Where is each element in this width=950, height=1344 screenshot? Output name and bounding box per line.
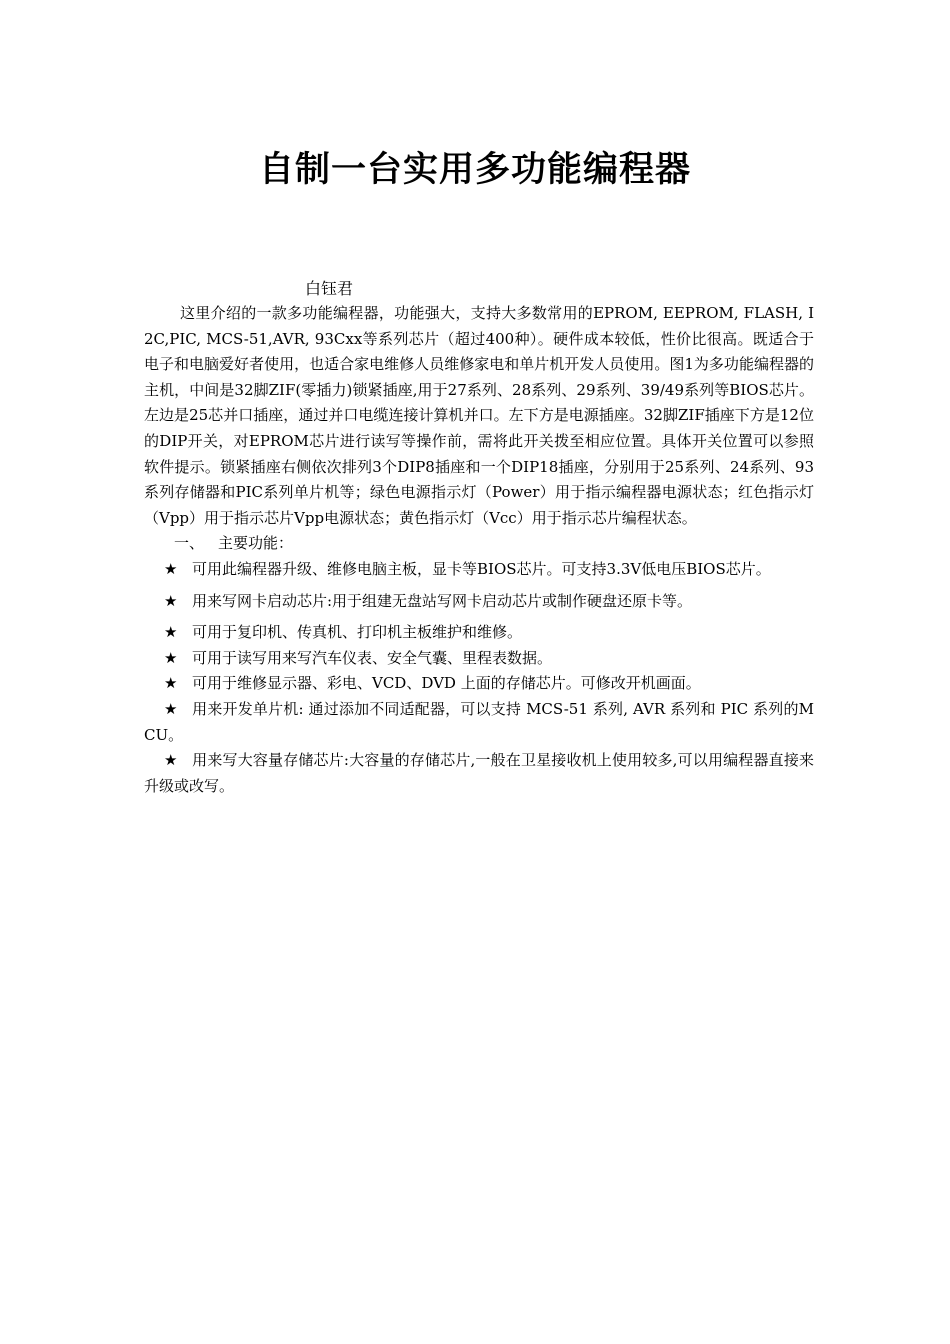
section-title: 主要功能： bbox=[218, 534, 294, 553]
feature-text: 用来写大容量存储芯片:大容量的存储芯片,一般在卫星接收机上使用较多,可以用编程器直接来升级或改写。 bbox=[144, 751, 814, 795]
feature-item bbox=[144, 671, 814, 697]
feature-item bbox=[144, 646, 814, 672]
feature-text: 可用此编程器升级、维修电脑主板，显卡等BIOS芯片。可支持3.3V低电压BIOS芯片。 bbox=[192, 559, 771, 578]
star-icon: ★ bbox=[164, 559, 178, 578]
section-number: 一、 bbox=[174, 534, 205, 553]
feature-text: 用来开发单片机: 通过添加不同适配器，可以支持 MCS-51 系列, AVR 系列和 PIC 系列的MCU。 bbox=[144, 699, 814, 744]
feature-item bbox=[144, 697, 814, 748]
section-heading bbox=[144, 531, 814, 557]
document-body bbox=[144, 301, 814, 799]
feature-item bbox=[144, 557, 814, 583]
star-icon: ★ bbox=[164, 648, 178, 667]
document-title: 自制一台实用多功能编程器 bbox=[258, 150, 691, 190]
feature-item bbox=[144, 589, 814, 615]
feature-text: 可用于维修显示器、彩电、VCD、DVD 上面的存储芯片。可修改开机画面。 bbox=[192, 674, 701, 693]
intro-paragraph: 这里介绍的一款多功能编程器，功能强大，支持大多数常用的EPROM, EEPROM, FLASH, I2C,PIC, MCS-51,AVR, 93Cxx等系列芯片（超过400种）。硬件成本较低，性价比很高。既适合于电子和电脑爱好者使用，也适合家电维修人员维修家电和单片机开发人员使用。图1为多功能编程器的主机，中间是32脚ZIF(零插力)锁紧插座,用于27系列、28系列、29系列、39/49系列等BIOS芯片。左边是25芯并口插座，通过并口电缆连接计算机并口。左下方是电源插座。32脚ZIF插座下方是12位的DIP开关，对EPROM芯片进行读写等操作前，需将此开关拨至相应位置。具体开关位置可以参照软件提示。锁紧插座右侧依次排列3个DIP8插座和一个DIP18插座，分别用于25系列、24系列、93系列存储器和PIC系列单片机等；绿色电源指示灯（Power）用于指示编程器电源状态；红色指示灯（Vpp）用于指示芯片Vpp电源状态；黄色指示灯（Vcc）用于指示芯片编程状态。 bbox=[144, 304, 814, 527]
star-icon: ★ bbox=[164, 751, 178, 770]
feature-text: 可用于读写用来写汽车仪表、安全气囊、里程表数据。 bbox=[192, 648, 553, 667]
feature-text: 用来写网卡启动芯片:用于组建无盘站写网卡启动芯片或制作硬盘还原卡等。 bbox=[192, 591, 693, 610]
author-name: 白钰君 bbox=[305, 279, 354, 298]
feature-item bbox=[144, 620, 814, 646]
star-icon: ★ bbox=[164, 699, 178, 718]
star-icon: ★ bbox=[164, 591, 178, 610]
star-icon: ★ bbox=[164, 674, 178, 693]
star-icon: ★ bbox=[164, 623, 178, 642]
feature-text: 可用于复印机、传真机、打印机主板维护和维修。 bbox=[192, 623, 523, 642]
feature-item bbox=[144, 748, 814, 799]
